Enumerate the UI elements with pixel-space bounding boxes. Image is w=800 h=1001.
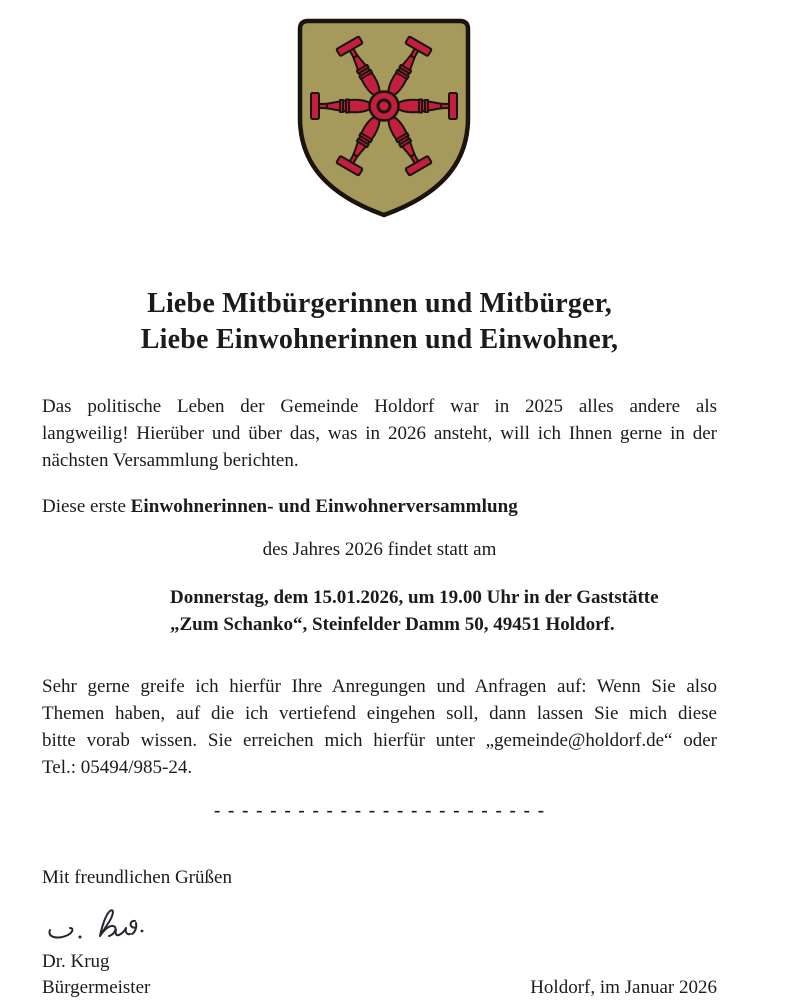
signature-scribble-icon bbox=[42, 905, 192, 947]
signer-title: Bürgermeister bbox=[42, 977, 151, 998]
coat-of-arms bbox=[0, 0, 800, 218]
announcement-line bbox=[42, 493, 717, 520]
intro-line-2: langweilig! Hierüber und über das, was in 2026 ansteht, will ich Ihnen gerne in der bbox=[42, 423, 717, 444]
event-line-2: „Zum Schanko“, Steinfelder Damm 50, 49451 Holdorf. bbox=[170, 614, 615, 635]
request-line-2: Themen haben, auf die ich vertiefend eingehen soll, dann lassen Sie mich diese bbox=[42, 703, 717, 724]
closing-phrase: Mit freundlichen Grüßen bbox=[42, 867, 232, 888]
salutation-line-1: Liebe Mitbürgerinnen und Mitbürger, bbox=[147, 288, 612, 319]
footer-row bbox=[42, 975, 717, 1001]
event-details bbox=[170, 584, 717, 638]
intro-line-3: nächsten Versammlung berichten. bbox=[42, 450, 299, 471]
announcement-prefix: Diese erste bbox=[42, 496, 131, 517]
dashed-separator: - - - - - - - - - - - - - - - - - - - - - - - - bbox=[213, 800, 546, 821]
intro-line-1: Das politische Leben der Gemeinde Holdorf war in 2025 alles andere als bbox=[42, 396, 717, 417]
request-line-3: bitte vorab wissen. Sie erreichen mich hierfür unter „gemeinde@holdorf.de“ oder bbox=[42, 730, 717, 751]
request-line-4: Tel.: 05494/985-24. bbox=[42, 757, 193, 778]
signature bbox=[42, 905, 717, 947]
request-line-1: Sehr gerne greife ich hierfür Ihre Anregungen und Anfragen auf: Wenn Sie also bbox=[42, 676, 717, 697]
place-date: Holdorf, im Januar 2026 bbox=[530, 977, 717, 998]
paragraph-request bbox=[42, 673, 717, 781]
holdorf-crest-icon bbox=[297, 18, 471, 218]
announcement-highlight: Einwohnerinnen- und Einwohnerversammlung bbox=[130, 496, 518, 517]
letter-body bbox=[0, 286, 800, 1001]
event-line-1: Donnerstag, dem 15.01.2026, um 19.00 Uhr in der Gaststätte bbox=[170, 587, 659, 608]
salutation bbox=[42, 286, 717, 358]
paragraph-intro bbox=[42, 393, 717, 474]
announcement-continuation: des Jahres 2026 findet statt am bbox=[262, 539, 497, 560]
signer-name: Dr. Krug bbox=[42, 951, 110, 972]
salutation-line-2: Liebe Einwohnerinnen und Einwohner, bbox=[140, 324, 619, 355]
